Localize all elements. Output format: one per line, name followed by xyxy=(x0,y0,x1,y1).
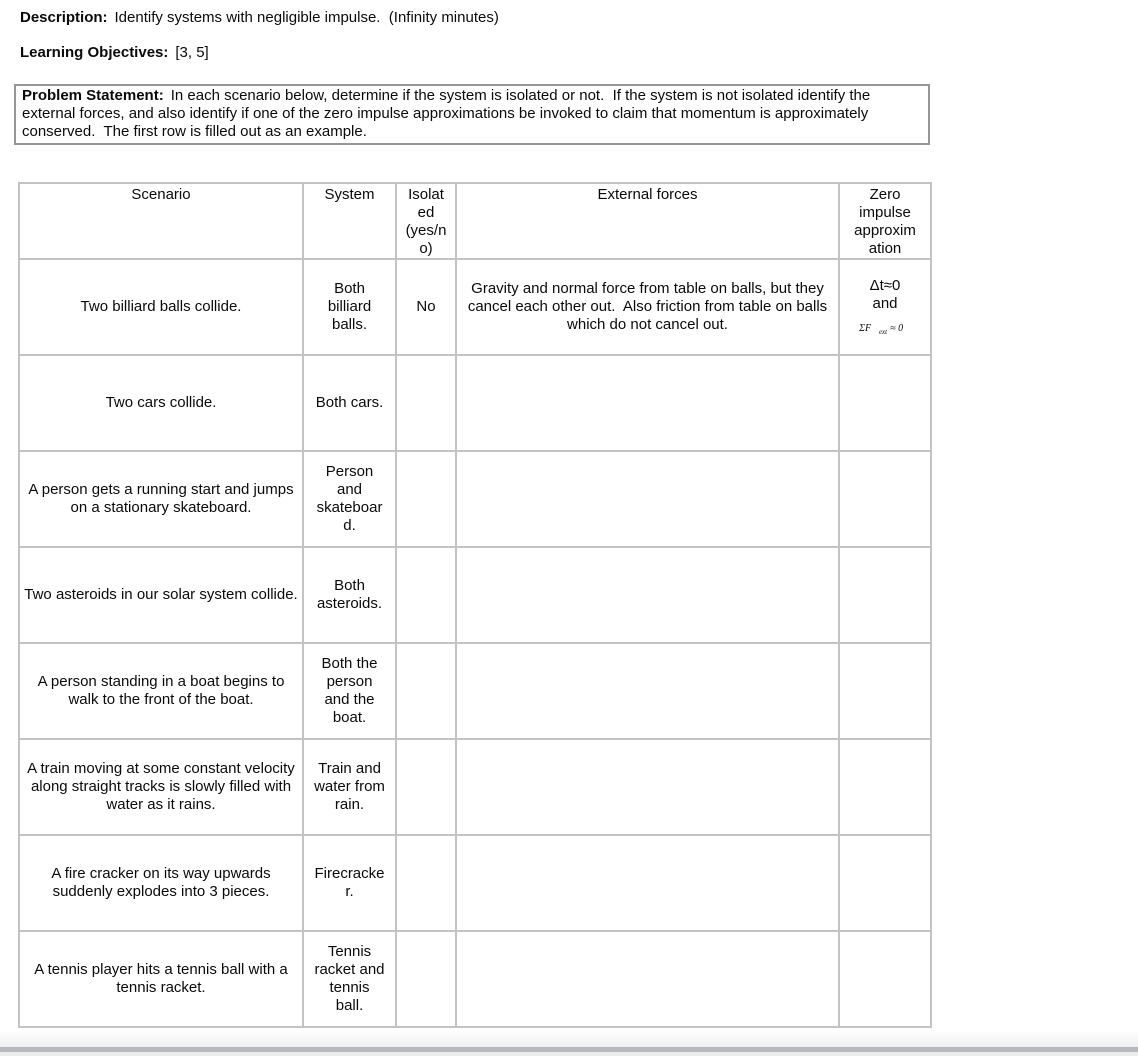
problem-statement-box xyxy=(14,84,930,145)
external-forces-cell xyxy=(456,835,839,931)
scenario-cell: A fire cracker on its way upwards suddenly explodes into 3 pieces. xyxy=(19,835,303,931)
system-cell: Both the person and the boat. xyxy=(303,643,396,739)
external-forces-cell xyxy=(456,451,839,547)
zero-impulse-cell xyxy=(839,931,931,1027)
table-row xyxy=(19,835,931,931)
scenario-cell: Two asteroids in our solar system collide. xyxy=(19,547,303,643)
isolated-cell xyxy=(396,643,456,739)
external-forces-cell xyxy=(456,355,839,451)
learning-objectives-label: Learning Objectives: xyxy=(20,44,169,61)
system-cell: Both cars. xyxy=(303,355,396,451)
isolated-cell xyxy=(396,835,456,931)
isolated-cell xyxy=(396,451,456,547)
system-cell: Train and water from rain. xyxy=(303,739,396,835)
system-cell: Tennis racket and tennis ball. xyxy=(303,931,396,1027)
zero-impulse-cell xyxy=(839,355,931,451)
zero-impulse-equation xyxy=(852,323,918,338)
equation-lhs: ΣF⃗ xyxy=(859,322,879,334)
isolated-cell xyxy=(396,355,456,451)
system-cell: Person and skateboard. xyxy=(303,451,396,547)
equation-subscript: ext xyxy=(878,327,888,336)
problem-statement-label: Problem Statement: xyxy=(22,87,164,104)
external-forces-cell: Gravity and normal force from table on balls, but they cancel each other out. Also friction from table on balls which do not cancel out. xyxy=(456,259,839,355)
isolated-cell xyxy=(396,739,456,835)
table-row xyxy=(19,739,931,835)
zero-impulse-cell xyxy=(839,739,931,835)
scenario-cell: Two billiard balls collide. xyxy=(19,259,303,355)
column-header-scenario: Scenario xyxy=(19,183,303,259)
isolated-cell xyxy=(396,931,456,1027)
table-head xyxy=(19,183,931,259)
external-forces-cell xyxy=(456,931,839,1027)
problem-statement-text: In each scenario below, determine if the system is isolated or not. If the system is not isolated identify the external forces, and also identify if one of the zero impulse approximations be invoked to claim that momentum is approximately conserved. The first row is filled out as an example. xyxy=(22,87,875,140)
description-label: Description: xyxy=(20,9,108,26)
learning-objectives-line xyxy=(20,44,209,62)
system-cell: Firecracker. xyxy=(303,835,396,931)
zero-impulse-conjunction: and xyxy=(872,294,898,312)
external-forces-cell xyxy=(456,739,839,835)
table-row xyxy=(19,547,931,643)
table-body xyxy=(19,259,931,1027)
external-forces-cell xyxy=(456,547,839,643)
system-cell: Both asteroids. xyxy=(303,547,396,643)
scenario-cell: A person standing in a boat begins to walk to the front of the boat. xyxy=(19,643,303,739)
description-line xyxy=(20,9,499,27)
scenario-cell: A person gets a running start and jumps on a stationary skateboard. xyxy=(19,451,303,547)
learning-objectives-text: [3, 5] xyxy=(175,44,209,61)
external-forces-cell xyxy=(456,643,839,739)
scenario-cell: A train moving at some constant velocity along straight tracks is slowly filled with water as it rains. xyxy=(19,739,303,835)
system-cell: Both billiard balls. xyxy=(303,259,396,355)
header-row xyxy=(19,183,931,259)
column-header-zero: Zero impulse approximation xyxy=(839,183,931,259)
table-row xyxy=(19,931,931,1027)
description-text: Identify systems with negligible impulse. (Infinity minutes) xyxy=(114,9,499,26)
page-bottom-fade xyxy=(0,1030,1138,1047)
zero-impulse-condition: Δt≈0 xyxy=(869,276,901,294)
table-row xyxy=(19,355,931,451)
scenario-cell: Two cars collide. xyxy=(19,355,303,451)
zero-impulse-cell xyxy=(839,451,931,547)
isolated-cell: No xyxy=(396,259,456,355)
zero-impulse-cell xyxy=(839,643,931,739)
zero-impulse-cell xyxy=(839,259,931,355)
worksheet-table xyxy=(18,182,932,1028)
column-header-isolated: Isolated (yes/no) xyxy=(396,183,456,259)
table-row xyxy=(19,259,931,355)
scenario-cell: A tennis player hits a tennis ball with a tennis racket. xyxy=(19,931,303,1027)
window-bottom-base xyxy=(0,1052,1138,1056)
zero-impulse-cell xyxy=(839,547,931,643)
table-row xyxy=(19,451,931,547)
zero-impulse-cell xyxy=(839,835,931,931)
table-row xyxy=(19,643,931,739)
isolated-cell xyxy=(396,547,456,643)
equation-rhs: ≈ 0⃗ xyxy=(890,322,911,334)
column-header-external: External forces xyxy=(456,183,839,259)
column-header-system: System xyxy=(303,183,396,259)
